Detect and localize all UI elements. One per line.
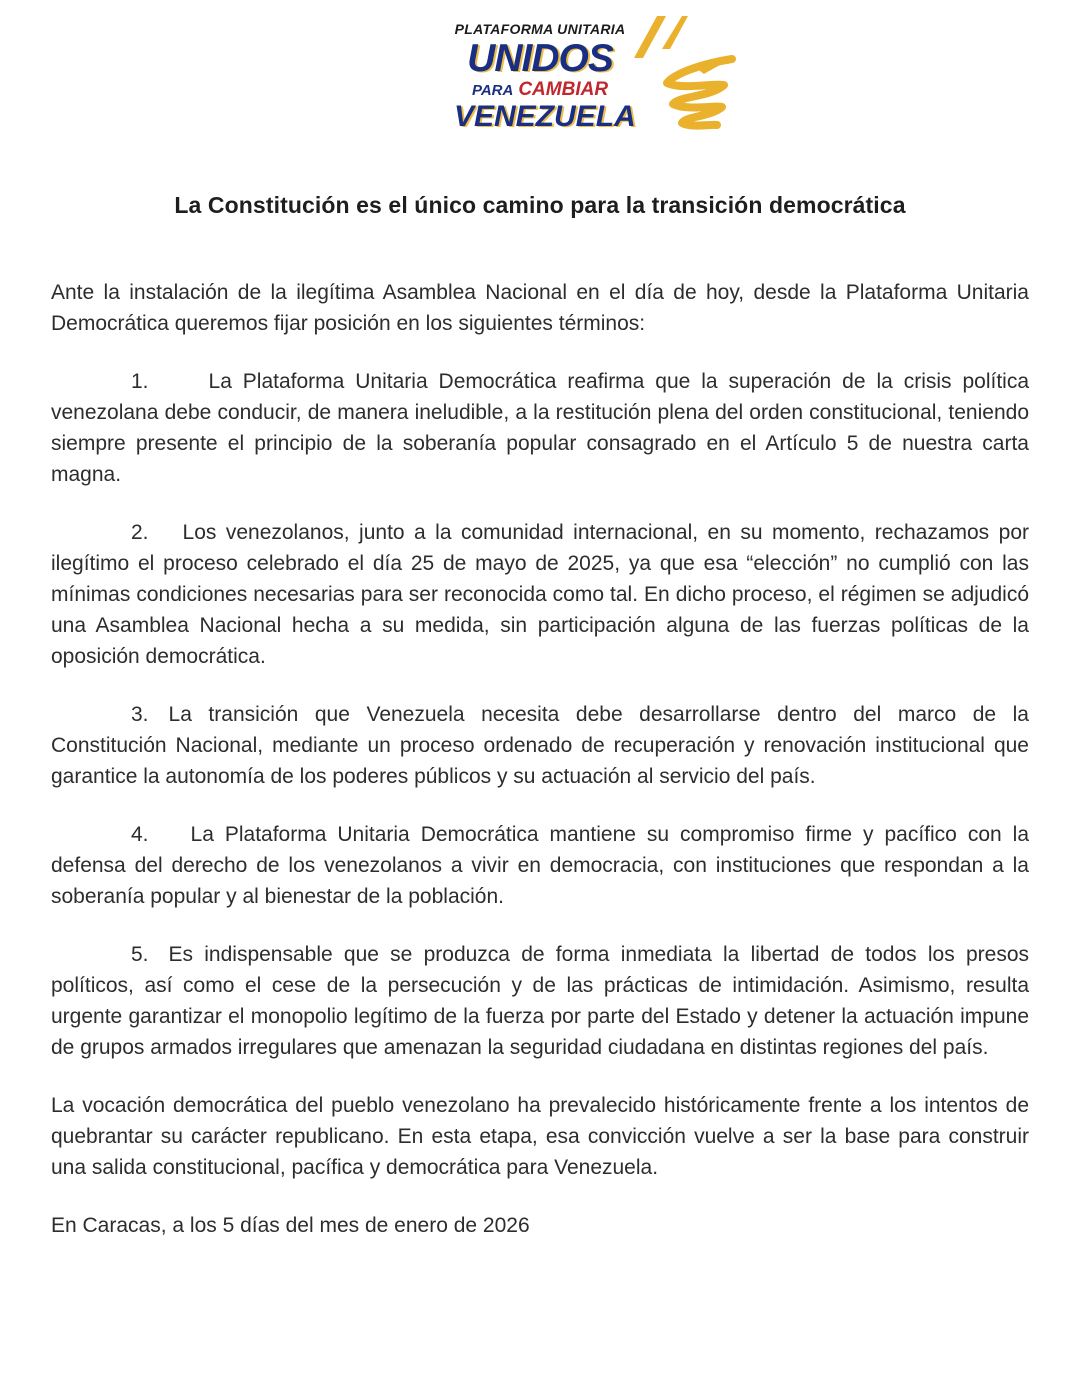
point-1-number: 1. xyxy=(131,370,149,393)
point-2-number: 2. xyxy=(131,521,149,544)
point-4-text: La Plataforma Unitaria Democrática mantiene su compromiso firme y pacífico con la defensa del derecho de los venezolanos a vivir en democracia, con instituciones que respondan a la soberanía popular y al bienestar de la población. xyxy=(51,823,1029,908)
point-5-number: 5. xyxy=(131,943,149,966)
dateline: En Caracas, a los 5 días del mes de enero de 2026 xyxy=(51,1214,530,1237)
closing-paragraph: La vocación democrática del pueblo venezolano ha prevalecido históricamente frente a los intentos de quebrantar su carácter republicano. En esta etapa, esa convicción vuelve a ser la base para construir una salida constitucional, pacífica y democrática para Venezuela. xyxy=(51,1094,1029,1179)
tab-spacer xyxy=(149,840,191,841)
point-4-number: 4. xyxy=(131,823,149,846)
tab-spacer xyxy=(149,720,169,721)
tab-spacer xyxy=(149,538,183,539)
logo-plataforma-unitaria-text: PLATAFORMA UNITARIA xyxy=(454,21,626,37)
point-2-text: Los venezolanos, junto a la comunidad internacional, en su momento, rechazamos por ilegítimo el proceso celebrado el día 25 de mayo de 2025, ya que esa “elección” no cumplió con las mínimas condiciones necesarias para ser reconocida como tal. En dicho proceso, el régimen se adjudicó una Asamblea Nacional hecha a su medida, sin participación alguna de las fuerzas políticas de la oposición democrática. xyxy=(51,521,1029,668)
logo-venezuela-text: VENEZUELA xyxy=(454,100,636,133)
point-1-paragraph xyxy=(51,366,1029,490)
logo-cambiar-text: CAMBIAR xyxy=(518,79,609,100)
point-5-text: Es indispensable que se produzca de forma inmediata la libertad de todos los presos políticos, así como el cese de la persecución y de las prácticas de intimidación. Asimismo, resulta urgente garantizar el monopolio legítimo de la fuerza por parte del Estado y detener la actuación impune de grupos armados irregulares que amenazan la seguridad ciudadana en distintas regiones del país. xyxy=(51,943,1029,1059)
point-1-text: La Plataforma Unitaria Democrática reafirma que la superación de la crisis política venezolana debe conducir, de manera ineludible, a la restitución plena del orden constitucional, teniendo siempre presente el principio de la soberanía popular consagrado en el Artículo 5 de nuestra carta magna. xyxy=(51,370,1029,486)
point-3-number: 3. xyxy=(131,703,149,726)
document-body xyxy=(0,277,1080,1241)
logo-para-text: PARA xyxy=(471,82,514,99)
point-3-text: La transición que Venezuela necesita debe desarrollarse dentro del marco de la Constitución Nacional, mediante un proceso ordenado de recuperación y renovación institucional que garantice la autonomía de los poderes públicos y su actuación al servicio del país. xyxy=(51,703,1029,788)
logo-text-block xyxy=(454,16,636,133)
document-title: La Constitución es el único camino para la transición democrática xyxy=(174,192,906,218)
intro-paragraph: Ante la instalación de la ilegítima Asamblea Nacional en el día de hoy, desde la Plataforma Unitaria Democrática queremos fijar posición en los siguientes términos: xyxy=(51,281,1029,335)
tab-spacer xyxy=(149,960,169,961)
point-3-paragraph xyxy=(51,699,1029,792)
point-4-paragraph xyxy=(51,819,1029,912)
point-5-paragraph xyxy=(51,939,1029,1063)
logo-unidos-text: UNIDOS xyxy=(467,37,613,80)
logo-para-cambiar-line xyxy=(454,80,626,99)
logo xyxy=(0,0,1080,132)
spiral-swoosh-icon xyxy=(634,52,736,144)
tab-spacer xyxy=(149,387,209,388)
point-2-paragraph xyxy=(51,517,1029,672)
